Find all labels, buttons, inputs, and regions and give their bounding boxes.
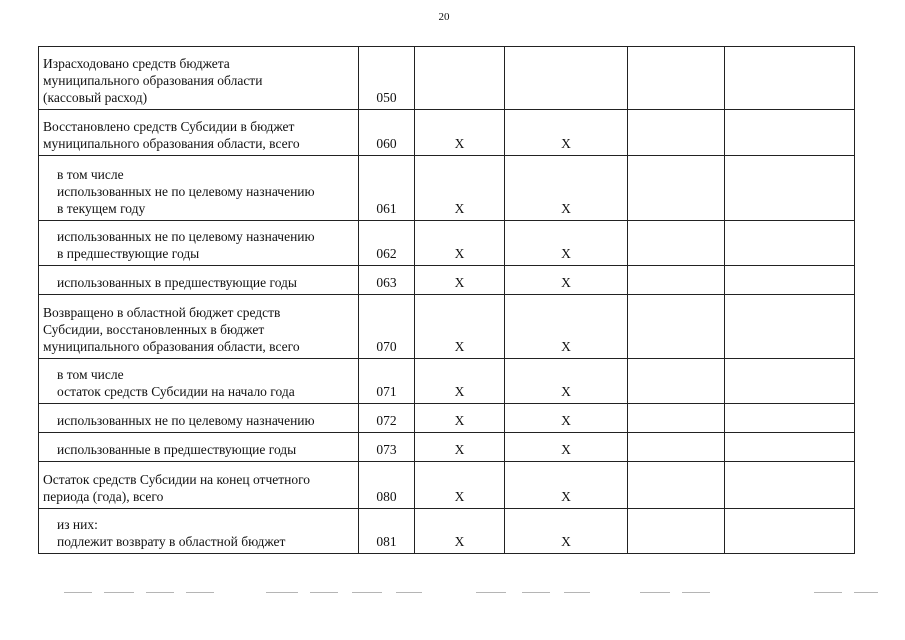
row-label: Израсходовано средств бюджета муниципального образования области (кассовый расход) <box>39 47 359 110</box>
dash-mark <box>854 592 878 593</box>
cell-col1: X <box>415 266 505 295</box>
cell-col1: X <box>415 509 505 554</box>
table-row <box>39 359 855 404</box>
cell-col2: X <box>505 404 628 433</box>
dash-mark <box>146 592 174 593</box>
cell-col2: X <box>505 295 628 359</box>
cell-col1: X <box>415 404 505 433</box>
row-label: использованных не по целевому назначению <box>39 404 359 433</box>
row-code: 071 <box>359 359 415 404</box>
page-number: 20 <box>438 11 450 23</box>
table-row <box>39 509 855 554</box>
row-code: 080 <box>359 462 415 509</box>
dash-mark <box>64 592 92 593</box>
cell-col4 <box>725 47 855 110</box>
cell-col2: X <box>505 221 628 266</box>
row-code: 072 <box>359 404 415 433</box>
cell-col1: X <box>415 433 505 462</box>
row-label: использованных в предшествующие годы <box>39 266 359 295</box>
row-code: 063 <box>359 266 415 295</box>
table-row <box>39 462 855 509</box>
dash-mark <box>640 592 670 593</box>
row-code: 081 <box>359 509 415 554</box>
dash-mark <box>104 592 134 593</box>
table-row <box>39 404 855 433</box>
cell-col4 <box>725 295 855 359</box>
row-label: Восстановлено средств Субсидии в бюджет муниципального образования области, всего <box>39 110 359 156</box>
row-code: 050 <box>359 47 415 110</box>
dash-mark <box>266 592 298 593</box>
cell-col3 <box>628 156 725 221</box>
cell-col3 <box>628 266 725 295</box>
row-label: Возвращено в областной бюджет средств Субсидии, восстановленных в бюджет муниципального образования области, всего <box>39 295 359 359</box>
cell-col2: X <box>505 110 628 156</box>
row-label: из них: подлежит возврату в областной бюджет <box>39 509 359 554</box>
cell-col2: X <box>505 509 628 554</box>
cell-col2: X <box>505 462 628 509</box>
dash-mark <box>186 592 214 593</box>
dash-mark <box>352 592 382 593</box>
dash-mark <box>476 592 506 593</box>
cell-col4 <box>725 509 855 554</box>
cell-col3 <box>628 404 725 433</box>
row-code: 062 <box>359 221 415 266</box>
table-row <box>39 110 855 156</box>
cell-col3 <box>628 295 725 359</box>
cell-col4 <box>725 156 855 221</box>
cell-col1: X <box>415 221 505 266</box>
row-label: в том числе использованных не по целевому назначению в текущем году <box>39 156 359 221</box>
cell-col1 <box>415 47 505 110</box>
table-row <box>39 266 855 295</box>
cell-col1: X <box>415 110 505 156</box>
cell-col2 <box>505 47 628 110</box>
cell-col4 <box>725 462 855 509</box>
cell-col3 <box>628 359 725 404</box>
faint-dashes-decoration <box>60 592 880 594</box>
dash-mark <box>396 592 422 593</box>
row-code: 070 <box>359 295 415 359</box>
row-label: в том числе остаток средств Субсидии на начало года <box>39 359 359 404</box>
cell-col2: X <box>505 266 628 295</box>
cell-col4 <box>725 221 855 266</box>
dash-mark <box>310 592 338 593</box>
row-label: использованные в предшествующие годы <box>39 433 359 462</box>
cell-col4 <box>725 404 855 433</box>
cell-col4 <box>725 266 855 295</box>
cell-col2: X <box>505 156 628 221</box>
cell-col3 <box>628 433 725 462</box>
cell-col3 <box>628 221 725 266</box>
dash-mark <box>522 592 550 593</box>
row-code: 060 <box>359 110 415 156</box>
table-row <box>39 221 855 266</box>
cell-col1: X <box>415 462 505 509</box>
cell-col2: X <box>505 433 628 462</box>
row-code: 061 <box>359 156 415 221</box>
table-row <box>39 433 855 462</box>
cell-col3 <box>628 509 725 554</box>
cell-col4 <box>725 433 855 462</box>
table-row <box>39 295 855 359</box>
cell-col4 <box>725 359 855 404</box>
cell-col1: X <box>415 156 505 221</box>
report-table <box>38 46 855 554</box>
dash-mark <box>814 592 842 593</box>
cell-col2: X <box>505 359 628 404</box>
table-row <box>39 47 855 110</box>
cell-col1: X <box>415 295 505 359</box>
cell-col3 <box>628 110 725 156</box>
cell-col1: X <box>415 359 505 404</box>
cell-col3 <box>628 462 725 509</box>
row-code: 073 <box>359 433 415 462</box>
dash-mark <box>564 592 590 593</box>
row-label: Остаток средств Субсидии на конец отчетного периода (года), всего <box>39 462 359 509</box>
dash-mark <box>682 592 710 593</box>
cell-col3 <box>628 47 725 110</box>
row-label: использованных не по целевому назначению в предшествующие годы <box>39 221 359 266</box>
cell-col4 <box>725 110 855 156</box>
table-row <box>39 156 855 221</box>
